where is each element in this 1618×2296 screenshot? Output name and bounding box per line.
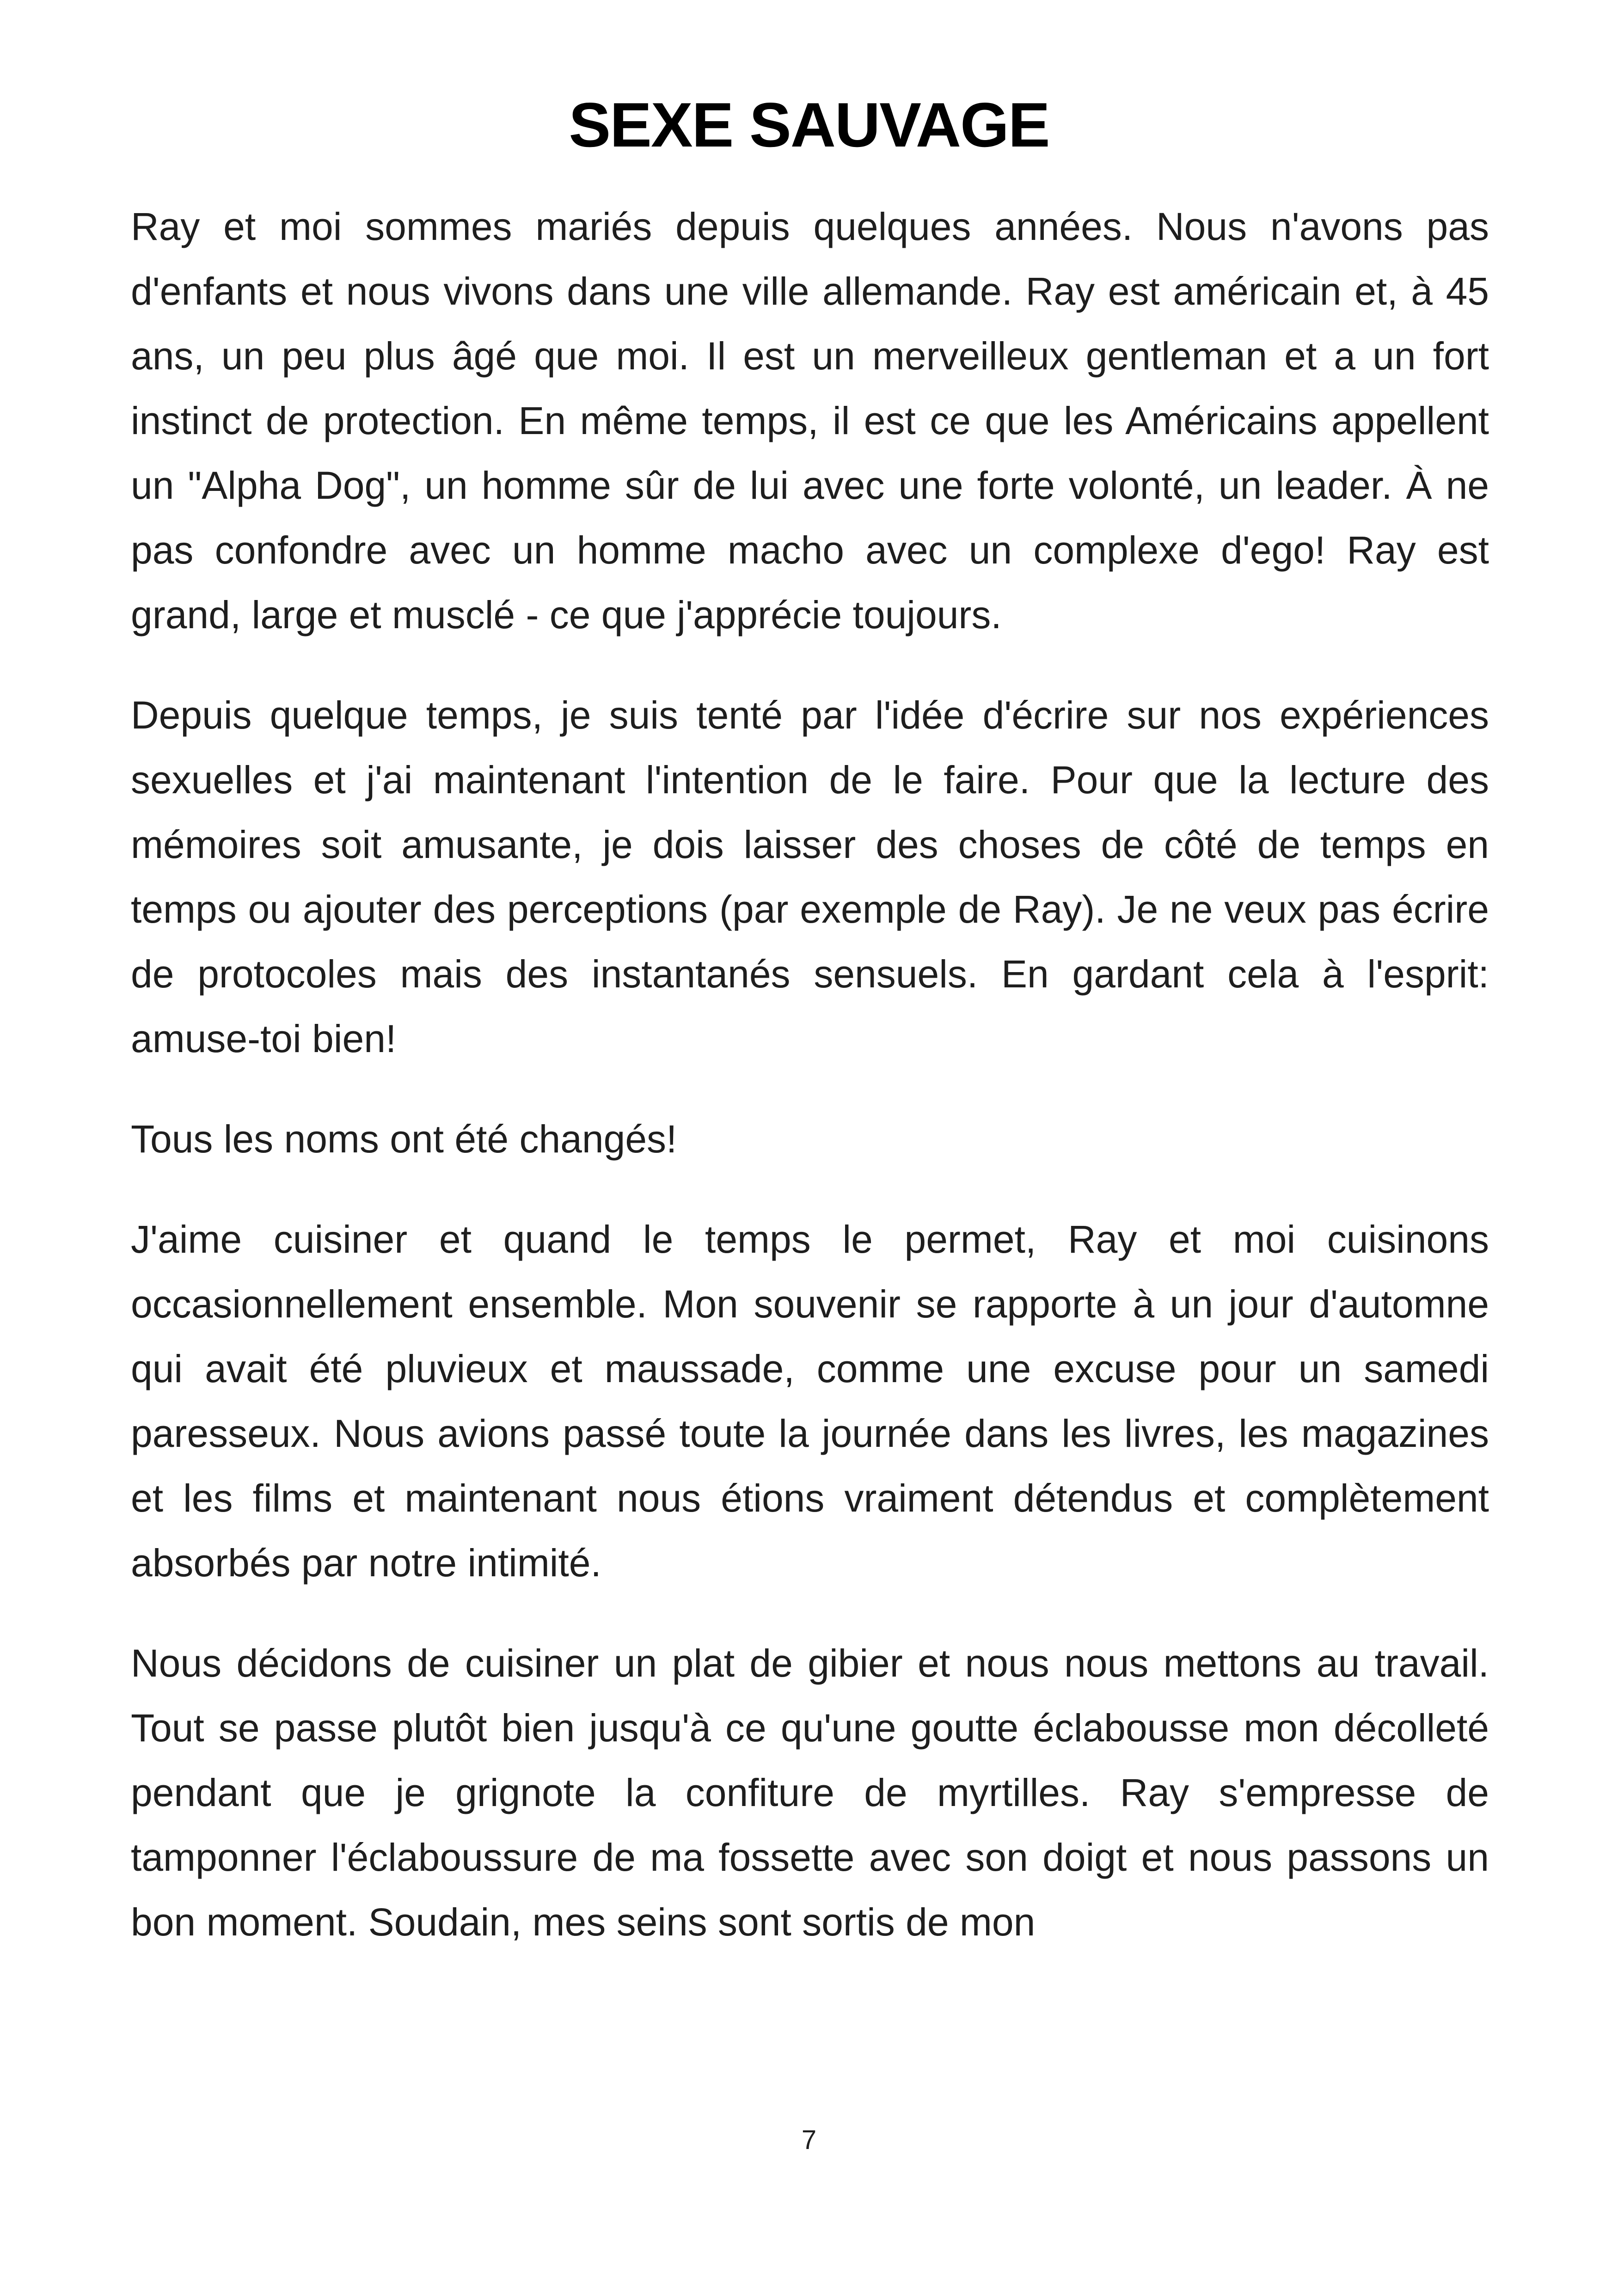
paragraph-2: Depuis quelque temps, je suis tenté par l'idée d'écrire sur nos expériences sexuelles et j'ai maintenant l'intention de le faire. Pour que la lecture des mémoires soit amusante, je dois laisser des choses de côté de temps en temps ou ajouter des perceptions (par exemple de Ray). Je ne veux pas écrire de protocoles mais des instantanés sensuels. En gardant cela à l'esprit: amuse-toi bien! (131, 693, 1489, 1060)
paragraph-5: Nous décidons de cuisiner un plat de gibier et nous nous mettons au travail. Tout se passe plutôt bien jusqu'à ce qu'une goutte éclabousse mon décolleté pendant que je grignote la confiture de myrtilles. Ray s'empresse de tamponner l'éclaboussure de ma fossette avec son doigt et nous passons un bon moment. Soudain, mes seins sont sortis de mon (131, 1641, 1489, 1944)
paragraph-1: Ray et moi sommes mariés depuis quelques années. Nous n'avons pas d'enfants et nous vivons dans une ville allemande. Ray est américain et, à 45 ans, un peu plus âgé que moi. Il est un merveilleux gentleman et a un fort instinct de protection. En même temps, il est ce que les Américains appellent un "Alpha Dog", un homme sûr de lui avec une forte volonté, un leader. À ne pas confondre avec un homme macho avec un complexe d'ego! Ray est grand, large et musclé - ce que j'apprécie toujours. (131, 205, 1489, 637)
page-number: 7 (801, 2125, 817, 2155)
paragraph-3: Tous les noms ont été changés! (131, 1117, 677, 1161)
page-title: SEXE SAUVAGE (569, 90, 1049, 160)
paragraph-4: J'aime cuisiner et quand le temps le permet, Ray et moi cuisinons occasionnellement ensemble. Mon souvenir se rapporte à un jour d'automne qui avait été pluvieux et maussade, comme une excuse pour un samedi paresseux. Nous avions passé toute la journée dans les livres, les magazines et les films et maintenant nous étions vraiment détendus et complètement absorbés par notre intimité. (131, 1218, 1489, 1585)
body-text (131, 194, 1489, 1990)
